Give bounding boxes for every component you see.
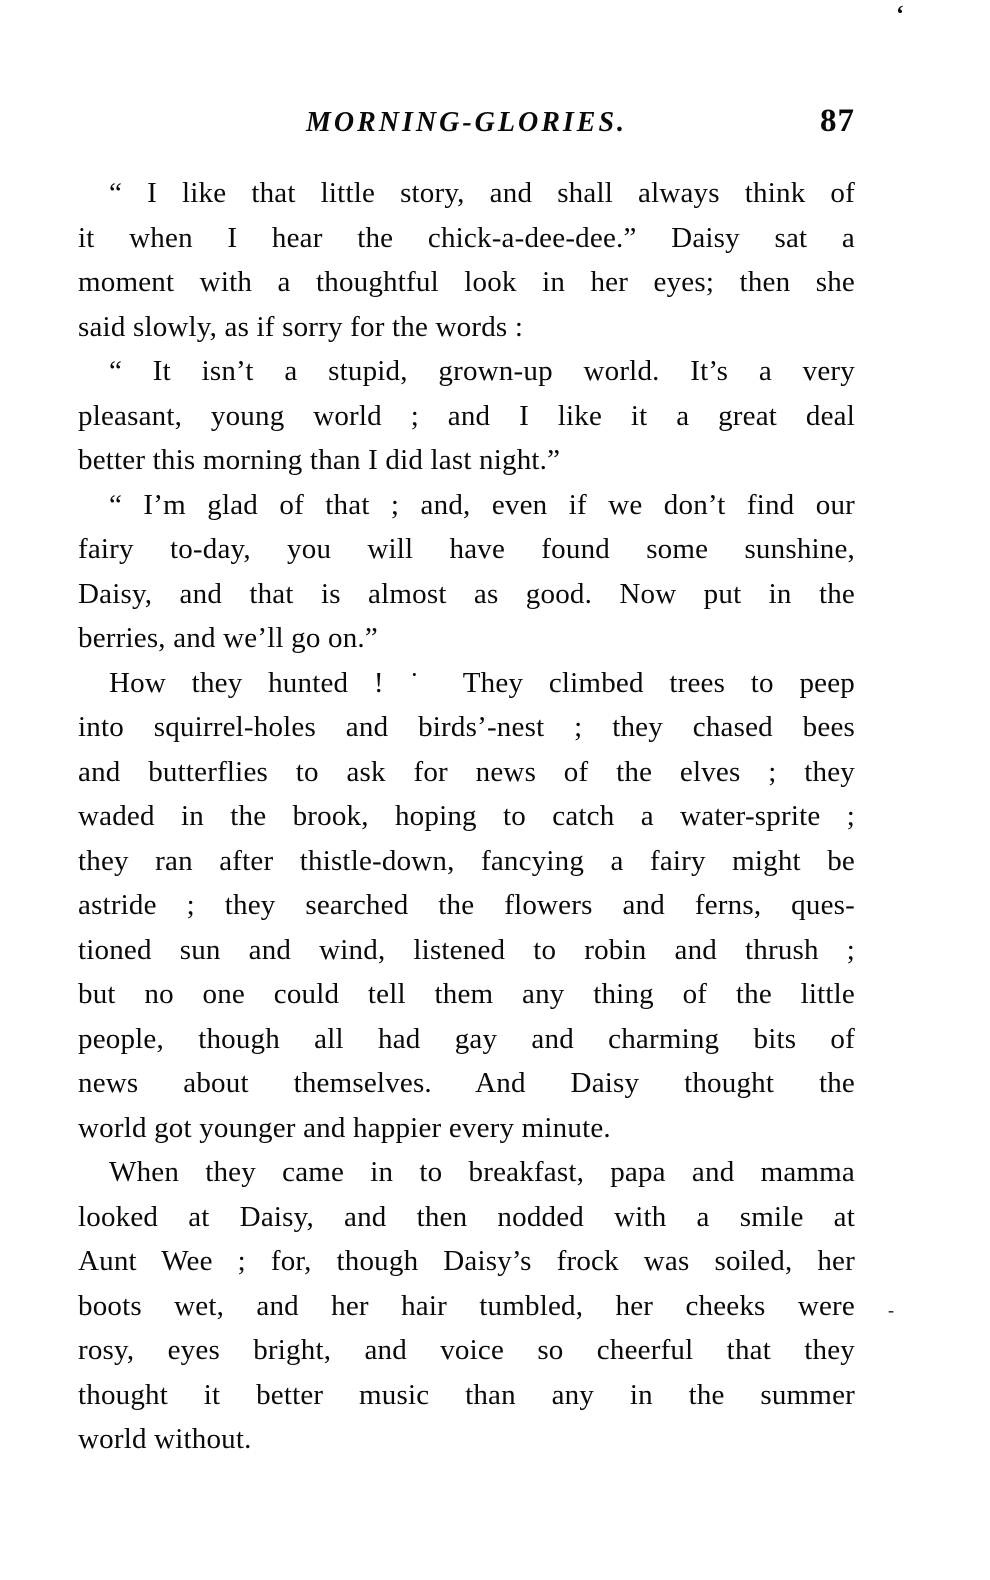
text-line: Daisy, and that is almost as good. Now put in the [78,577,855,610]
text-line: berries, and we’ll go on.” [78,622,378,654]
paragraph [78,349,855,483]
text-line: they ran after thistle-down, fancying a fairy might be [78,844,855,877]
text-line: fairy to-day, you will have found some sunshine, [78,533,855,565]
text-line: How they hunted ! ˙ They climbed trees to peep [109,666,855,699]
text-line: thought it better music than any in the summer [78,1378,855,1411]
page-number: 87 [820,103,855,139]
page-text [78,171,855,1462]
text-line: said slowly, as if sorry for the words : [78,310,524,343]
text-line: world got younger and happier every minute. [78,1111,611,1144]
text-line: looked at Daisy, and then nodded with a smile at [78,1200,855,1233]
text-line: news about themselves. And Daisy thought the [78,1067,855,1099]
paragraph [78,483,855,661]
text-line: pleasant, young world ; and I like it a great deal [78,399,855,432]
text-line: “ I like that little story, and shall always think of [109,177,855,209]
scan-artifact-dash: - [888,1300,894,1320]
text-line: into squirrel-holes and birds’-nest ; they chased bees [78,711,855,743]
text-line: astride ; they searched the flowers and ferns, ques- [78,889,855,921]
paragraph [78,171,855,349]
text-line: but no one could tell them any thing of the little [78,978,855,1010]
running-header [78,103,855,140]
chapter-title: MORNING-GLORIES. [305,107,628,138]
text-line: “ I’m glad of that ; and, even if we don’t find our [109,488,855,521]
text-line: boots wet, and her hair tumbled, her cheeks were [78,1289,855,1322]
paragraph [78,661,855,1151]
text-line: people, though all had gay and charming bits of [78,1022,855,1055]
scan-artifact-mark: ‘ [896,2,904,28]
text-line: rosy, eyes bright, and voice so cheerful that they [78,1334,855,1366]
text-line: “ It isn’t a stupid, grown-up world. It’s a very [109,355,855,387]
text-line: and butterflies to ask for news of the elves ; they [78,755,855,788]
text-line: When they came in to breakfast, papa and mamma [109,1156,855,1188]
text-line: world without. [78,1423,252,1455]
text-line: better this morning than I did last night.” [78,444,561,476]
text-line: Aunt Wee ; for, though Daisy’s frock was soiled, her [78,1245,855,1277]
text-line: moment with a thoughtful look in her eyes; then she [78,266,855,298]
paragraph [78,1150,855,1462]
text-line: it when I hear the chick-a-dee-dee.” Daisy sat a [78,221,855,254]
text-line: waded in the brook, hoping to catch a water-sprite ; [78,800,855,832]
text-line: tioned sun and wind, listened to robin and thrush ; [78,933,855,966]
